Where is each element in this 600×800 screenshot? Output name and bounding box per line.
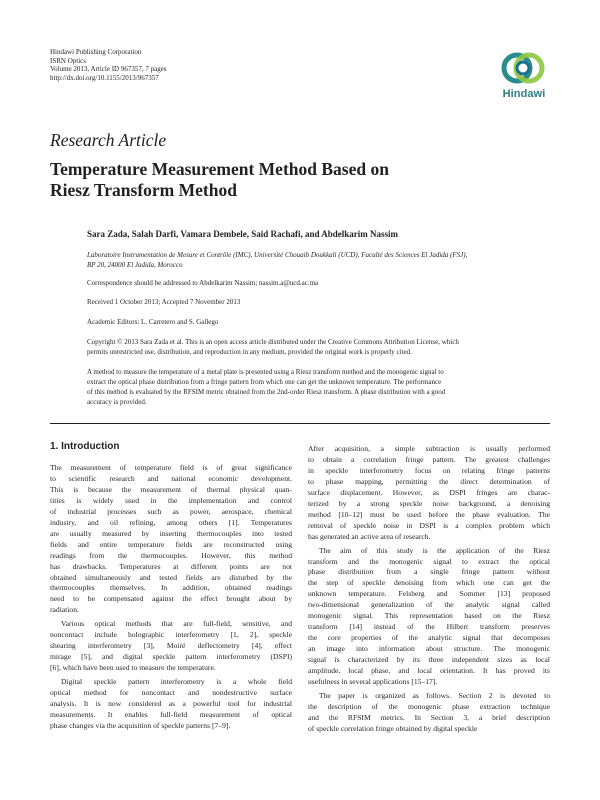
text-line: Various optical methods that are full-field, sensitive, and [61, 619, 292, 629]
copyright-line: Copyright © 2013 Sara Zada et al. This is an open access article distributed under the Creative Commons Attribution License, which [87, 338, 459, 346]
body-paragraph [50, 463, 292, 616]
text-line: method [10–12] must be used before the phase evaluation. The [308, 509, 550, 519]
text-line: tities is widely used in the implementation and control [50, 495, 292, 505]
hindawi-rings-icon [498, 47, 548, 89]
text-line: obtained simultaneously and tested fields are disturbed by the [50, 572, 292, 582]
author-list: Sara Zada, Salah Darfi, Vamara Dembele, Said Rachafi, and Abdelkarim Nassim [87, 229, 399, 239]
affiliation-line: Laboratoire Instrumentation de Mesure et Contrôle (IMC), Université Chouaib Doukkali (UCD), Faculté des Sciences El Jadida (FSJ), [87, 251, 468, 259]
text-line: mirage [5], and digital speckle pattern interferometry (DSPI) [50, 652, 292, 662]
publication-info [50, 48, 167, 82]
body-paragraph [308, 546, 550, 688]
text-line: to phase mapping, permitting the direct determination of [308, 476, 550, 486]
abstract-line: of this method is evaluated by the RFSIM metric obtained from the 2nd-order Riesz transform. A phase distribution with a good [87, 388, 446, 396]
text-line: usefulness in several applications [15–17]. [308, 677, 438, 687]
text-line: optical method for noncontact and nondestructive surface [50, 688, 292, 698]
section-divider [50, 423, 550, 424]
text-line: unknown temperature. Felsberg and Sommer [13] proposed [308, 589, 550, 599]
text-line: has generated an active area of research. [308, 531, 431, 541]
text-line: terized by a strong speckle noise background, a denoising [308, 498, 550, 508]
paper-title [50, 159, 530, 201]
text-line: readings from the thermocouples. However, this method [50, 550, 292, 560]
text-line: the description of the monogenic phase extraction technique [308, 701, 550, 711]
text-line: the core properties of the analytic signal that decomposes [308, 633, 550, 643]
abstract-line: extract the optical phase distribution from a fringe pattern from which one can get the unknown temperature. The performance [87, 378, 442, 386]
text-line: transform [14] instead of the Hilbert transform preserves [308, 622, 550, 632]
text-line: measurements. It enables full-field measurement of optical [50, 709, 292, 719]
left-column [50, 441, 292, 735]
text-line: the step of speckle denoising from which one can get the [308, 578, 550, 588]
text-line: industry, and oil refining, among others [1]. Temperatures [50, 517, 292, 527]
text-line: The paper is organized as follows. Section 2 is devoted to [319, 690, 550, 700]
title-line: Riesz Transform Method [50, 180, 237, 200]
text-line: noncontact include holographic interferometry [1, 2], speckle [50, 630, 292, 640]
text-line: radiation. [50, 605, 79, 615]
body-paragraph [308, 444, 550, 543]
text-line: and the RFSIM metrics. In Section 3, a brief description [308, 712, 550, 722]
correspondence: Correspondence should be addressed to Abdelkarim Nassim; nassim.a@ucd.ac.ma [87, 279, 319, 287]
section-heading: 1. Introduction [50, 441, 120, 452]
text-line: thermocouples themselves. In addition, obtained readings [50, 583, 292, 593]
text-line: phase changes via the acquisition of speckle patterns [7–9]. [50, 720, 231, 730]
text-line: amplitude, local phase, and local orientation. It has proved its [308, 666, 550, 676]
text-line: signal is characterized by its three independent sizes as local [308, 655, 550, 665]
body-paragraph [308, 691, 550, 735]
text-line: The measurement of temperature field is of great significance [50, 463, 292, 472]
text-line: two-dimensional generalization of the analytic signal called [308, 600, 550, 610]
text-line: This is because the measurement of thermal physical quan- [50, 484, 292, 494]
text-line: shearing interferometry [3], Moiré deflectometry [4], effect [50, 641, 292, 651]
text-line: of speckle correlation fringe obtained by digital speckle [308, 723, 478, 733]
affiliation [87, 250, 557, 270]
text-line: The aim of this study is the application of the Riesz [319, 545, 550, 555]
body-paragraph [50, 619, 292, 674]
volume-info: Volume 2013, Article ID 967357, 7 pages [50, 65, 167, 74]
text-line: of industrial processes such as power, aerospace, chemical [50, 506, 292, 516]
text-line: are usually measured by inserting thermocouples into tested [50, 528, 292, 538]
academic-editors: Academic Editors: L. Carretero and S. Gallego [87, 318, 219, 326]
article-type: Research Article [50, 130, 167, 150]
received-dates: Received 1 October 2013; Accepted 7 November 2013 [87, 298, 241, 306]
text-line: to obtain a correlation fringe pattern. The greatest challenges [308, 454, 550, 464]
journal-name: ISRN Optics [50, 56, 86, 65]
text-line: fields and entire temperature fields are reconstructed using [50, 539, 292, 549]
text-line: analysis. It is now considered as a powerful tool for industrial [50, 699, 292, 709]
copyright-line: permits unrestricted use, distribution, and reproduction in any medium, provided the original work is properly cited. [87, 348, 412, 356]
publisher-name: Hindawi Publishing Corporation [50, 48, 142, 56]
text-line: in speckle interferometry focus on relating fringe patterns [308, 465, 550, 475]
text-line: [6], which have been used to measure the temperature. [50, 663, 216, 673]
doi-link[interactable]: http://dx.doi.org/10.1155/2013/967357 [50, 73, 159, 82]
hindawi-wordmark: Hindawi [502, 88, 546, 100]
body-paragraph [50, 677, 292, 732]
abstract-line: accuracy is provided. [87, 398, 147, 406]
text-line: transform and the monogenic signal to extract the optical [308, 556, 550, 566]
text-line: After acquisition, a simple subtraction is usually performed [308, 444, 550, 453]
text-line: has drawbacks. Temperatures at different points are not [50, 561, 292, 571]
copyright-notice [87, 337, 557, 357]
right-column [308, 444, 550, 738]
text-line: Digital speckle pattern interferometry is a whole field [61, 677, 292, 687]
text-line: an image into information about structure. The monogenic [308, 644, 550, 654]
text-line: need to be compensated against the effect brought about by [50, 594, 292, 604]
text-line: monogenic signal. This representation based on the Riesz [308, 611, 550, 621]
affiliation-line: BP 20, 24000 El Jadida, Morocco [87, 261, 183, 269]
abstract-line: A method to measure the temperature of a metal plate is presented using a Riesz transform method and the monogenic signal to [87, 368, 444, 376]
abstract [87, 367, 557, 407]
text-line: surface displacement. However, as DSPI fringes are charac- [308, 487, 550, 497]
title-line: Temperature Measurement Method Based on [50, 159, 389, 179]
text-line: phase distribution from a single fringe pattern without [308, 567, 550, 577]
text-line: to scientific research and national economic development. [50, 473, 292, 483]
text-line: removal of speckle noise in DSPI is a complex problem which [308, 520, 550, 530]
hindawi-logo [498, 47, 548, 103]
